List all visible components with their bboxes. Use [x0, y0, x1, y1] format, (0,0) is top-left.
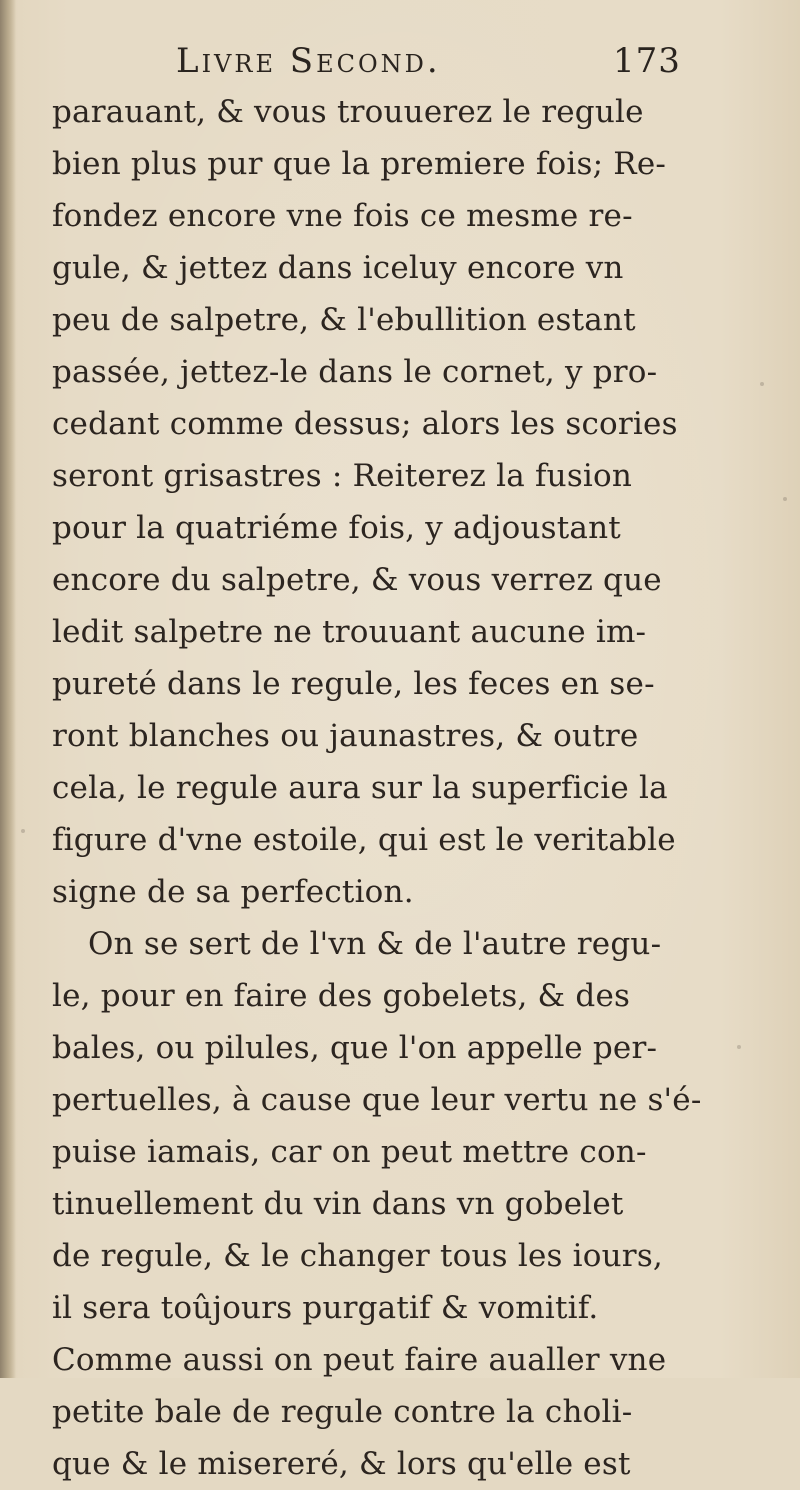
running-title: Livre Second. [176, 41, 441, 81]
paper-speck [21, 829, 25, 833]
text-line: cedant comme dessus; alors les scories [52, 406, 678, 442]
text-line: ront blanches ou jaunastres, & outre [52, 718, 639, 754]
text-line: tinuellement du vin dans vn gobelet [52, 1186, 624, 1222]
body-text [52, 86, 712, 1490]
text-line: cela, le regule aura sur la superficie la [52, 770, 668, 806]
text-line: de regule, & le changer tous les iours, [52, 1238, 663, 1274]
text-line: Comme aussi on peut faire aualler vne [52, 1342, 667, 1378]
text-line: passée, jettez-le dans le cornet, y pro- [52, 354, 658, 390]
text-line: bien plus pur que la premiere fois; Re- [52, 146, 667, 182]
text-line: petite bale de regule contre la choli- [52, 1394, 633, 1430]
text-line: fondez encore vne fois ce mesme re- [52, 198, 633, 234]
text-line: encore du salpetre, & vous verrez que [52, 562, 662, 598]
text-line: ledit salpetre ne trouuant aucune im- [52, 614, 647, 650]
text-line: pureté dans le regule, les feces en se- [52, 666, 655, 702]
text-line: seront grisastres : Reiterez la fusion [52, 458, 633, 494]
text-line: il sera toûjours purgatif & vomitif. [52, 1290, 599, 1326]
text-line: figure d'vne estoile, qui est le veritable [52, 822, 676, 858]
text-line: bales, ou pilules, que l'on appelle per- [52, 1030, 658, 1066]
page-header [0, 40, 800, 92]
text-line: signe de sa perfection. [52, 874, 414, 910]
page-number: 173 [613, 41, 681, 81]
paragraph-start-line: On se sert de l'vn & de l'autre regu- [88, 926, 662, 962]
paper-speck [760, 382, 764, 386]
paper-speck [783, 497, 787, 501]
paper-speck [737, 1045, 741, 1049]
text-line: gule, & jettez dans iceluy encore vn [52, 250, 624, 286]
text-line: parauant, & vous trouuerez le regule [52, 94, 644, 130]
page-gutter-shadow [0, 0, 16, 1378]
text-line: puise iamais, car on peut mettre con- [52, 1134, 647, 1170]
text-line: pertuelles, à cause que leur vertu ne s'é- [52, 1082, 702, 1118]
text-line: pour la quatriéme fois, y adjoustant [52, 510, 621, 546]
text-line: peu de salpetre, & l'ebullition estant [52, 302, 636, 338]
text-line: que & le misereré, & lors qu'elle est [52, 1446, 631, 1482]
text-line: le, pour en faire des gobelets, & des [52, 978, 631, 1014]
